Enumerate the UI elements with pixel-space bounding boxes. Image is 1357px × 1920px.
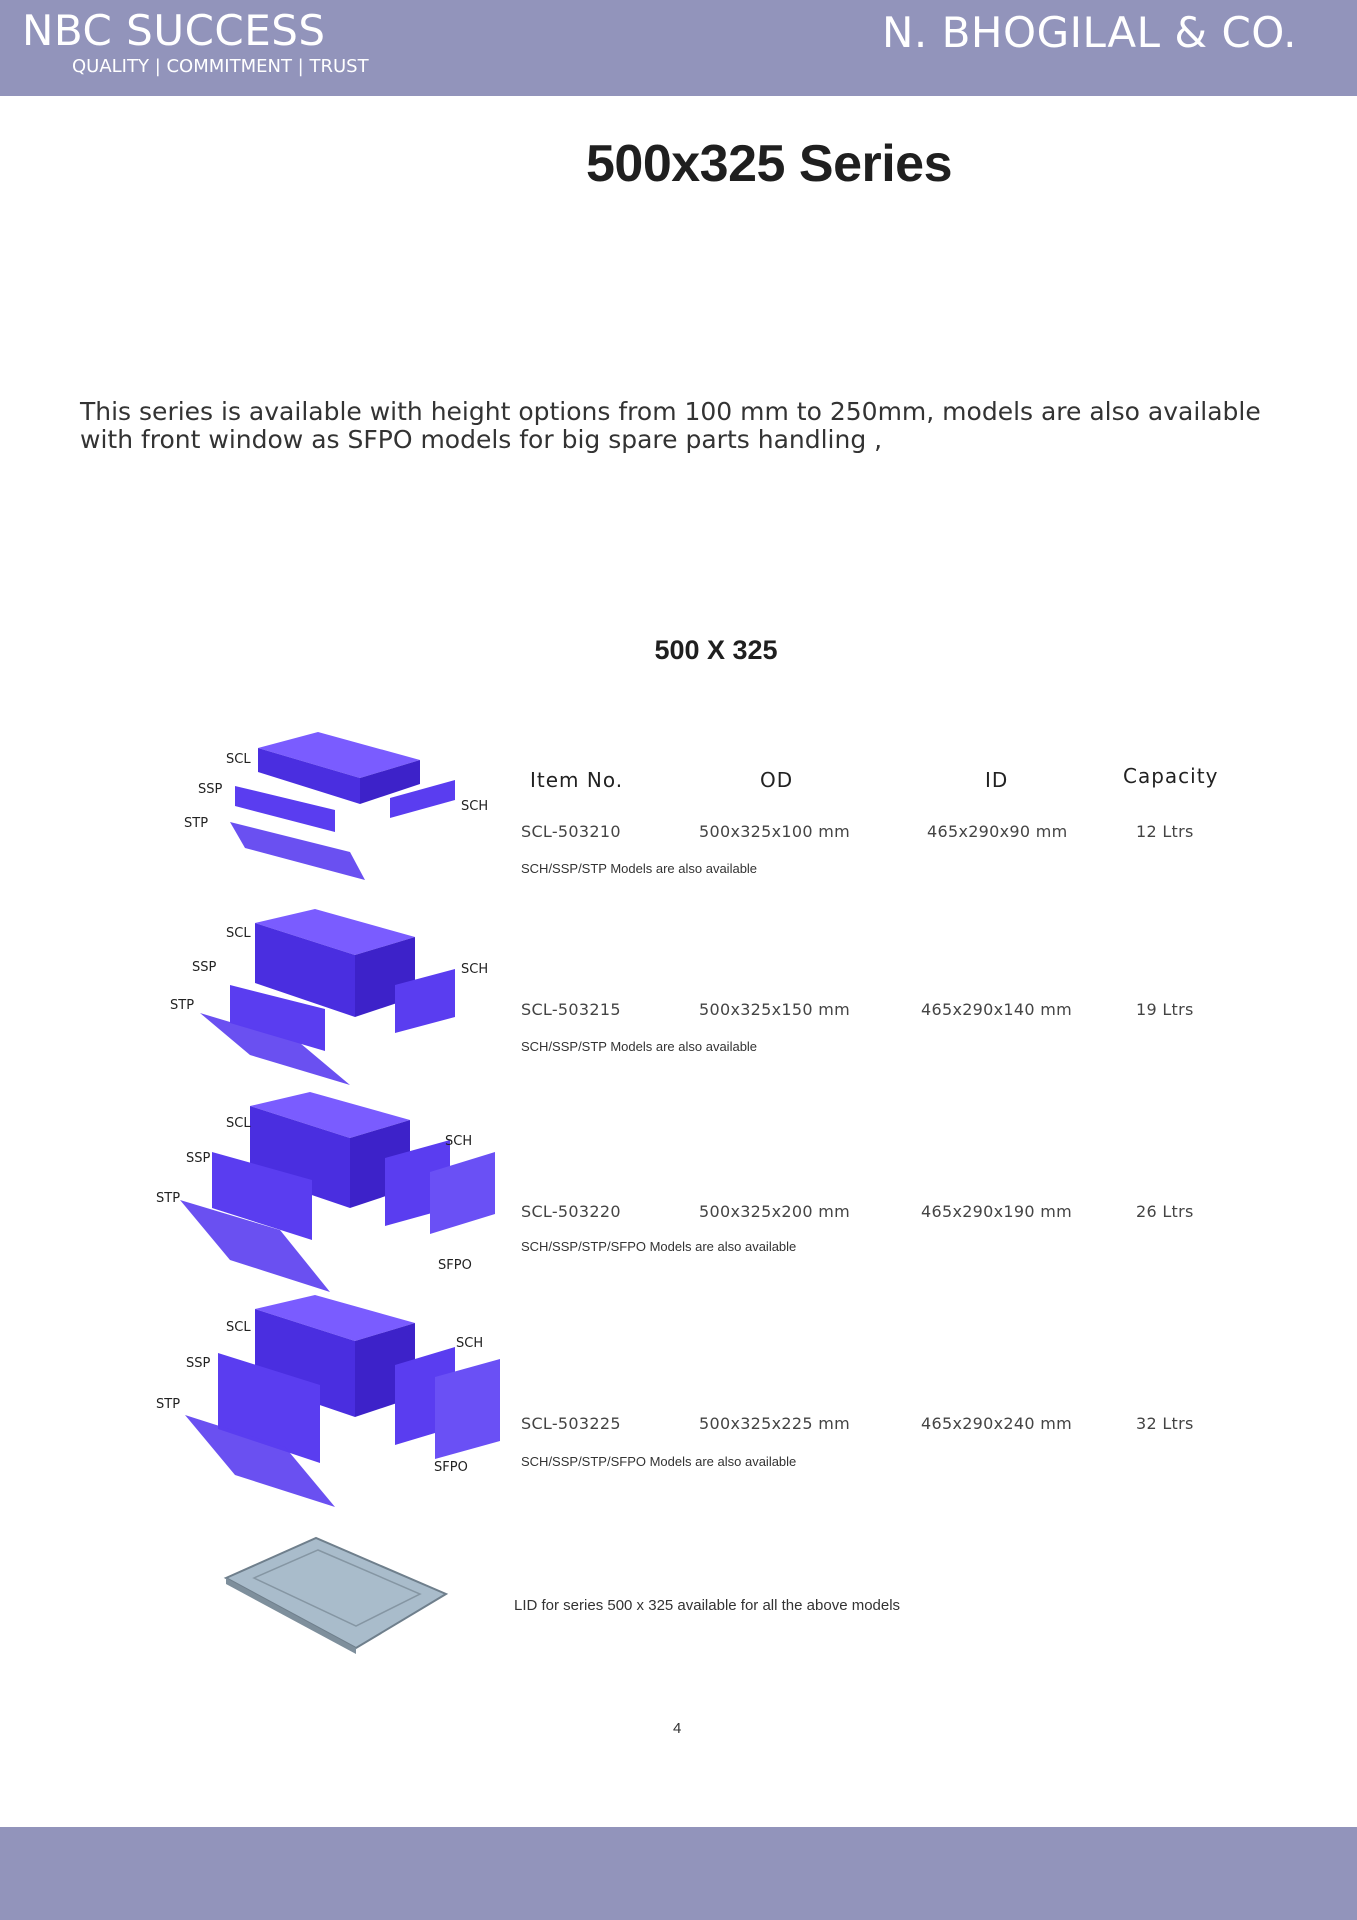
row-od: 500x325x225 mm (699, 1414, 851, 1433)
company-name: N. BHOGILAL & CO. (882, 8, 1297, 57)
label-sfpo: SFPO (438, 1258, 472, 1273)
label-ssp: SSP (186, 1151, 211, 1166)
row-item-no: SCL-503225 (521, 1414, 621, 1433)
header-item-no: Item No. (530, 768, 624, 792)
label-scl: SCL (226, 1116, 251, 1131)
label-scl: SCL (226, 1320, 251, 1335)
row-od: 500x325x100 mm (699, 822, 851, 841)
label-sch: SCH (445, 1134, 473, 1149)
row-od: 500x325x200 mm (699, 1202, 851, 1221)
label-stp: STP (170, 998, 195, 1013)
label-scl: SCL (226, 752, 251, 767)
row-item-no: SCL-503215 (521, 1000, 621, 1019)
row-id: 465x290x90 mm (927, 822, 1068, 841)
label-ssp: SSP (198, 782, 223, 797)
label-stp: STP (184, 816, 209, 831)
row-capacity: 32 Ltrs (1136, 1414, 1194, 1433)
row-capacity: 26 Ltrs (1136, 1202, 1194, 1221)
label-stp: STP (156, 1191, 181, 1206)
row-note: SCH/SSP/STP Models are also available (521, 861, 758, 876)
header-capacity: Capacity (1123, 764, 1219, 788)
page-number: 4 (673, 1720, 682, 1737)
row-note: SCH/SSP/STP/SFPO Models are also available (521, 1454, 797, 1469)
lid-icon (226, 1538, 446, 1654)
brand-name: NBC SUCCESS (22, 6, 326, 55)
row-note: SCH/SSP/STP Models are also available (521, 1039, 758, 1054)
header-bar (0, 0, 1357, 96)
crate-icon (258, 732, 420, 804)
label-scl: SCL (226, 926, 251, 941)
header-id: ID (985, 768, 1009, 792)
crate-image-503220 (150, 1090, 510, 1300)
header-od: OD (760, 768, 794, 792)
row-capacity: 12 Ltrs (1136, 822, 1194, 841)
label-stp: STP (156, 1397, 181, 1412)
row-od: 500x325x150 mm (699, 1000, 851, 1019)
label-sch: SCH (461, 962, 489, 977)
crate-image-503215 (150, 905, 510, 1095)
row-capacity: 19 Ltrs (1136, 1000, 1194, 1019)
page-title: 500x325 Series (586, 135, 953, 193)
crate-image-503210 (150, 720, 510, 900)
brand-tagline: QUALITY | COMMITMENT | TRUST (72, 56, 369, 77)
label-sfpo: SFPO (434, 1460, 468, 1475)
row-item-no: SCL-503210 (521, 822, 621, 841)
footer-bar (0, 1827, 1357, 1920)
label-ssp: SSP (186, 1356, 211, 1371)
section-subtitle: 500 X 325 (654, 635, 778, 665)
row-id: 465x290x140 mm (921, 1000, 1073, 1019)
label-sch: SCH (456, 1336, 484, 1351)
series-description: This series is available with height options from 100 mm to 250mm, models are also available with front window as SFPO models for big spare parts handling , (80, 397, 1261, 454)
row-id: 465x290x240 mm (921, 1414, 1073, 1433)
row-note: SCH/SSP/STP/SFPO Models are also available (521, 1239, 797, 1254)
label-ssp: SSP (192, 960, 217, 975)
row-id: 465x290x190 mm (921, 1202, 1073, 1221)
row-item-no: SCL-503220 (521, 1202, 621, 1221)
crate-image-503225 (150, 1295, 510, 1515)
lid-note: LID for series 500 x 325 available for all the above models (514, 1597, 901, 1614)
lid-image (220, 1530, 460, 1655)
label-sch: SCH (461, 799, 489, 814)
